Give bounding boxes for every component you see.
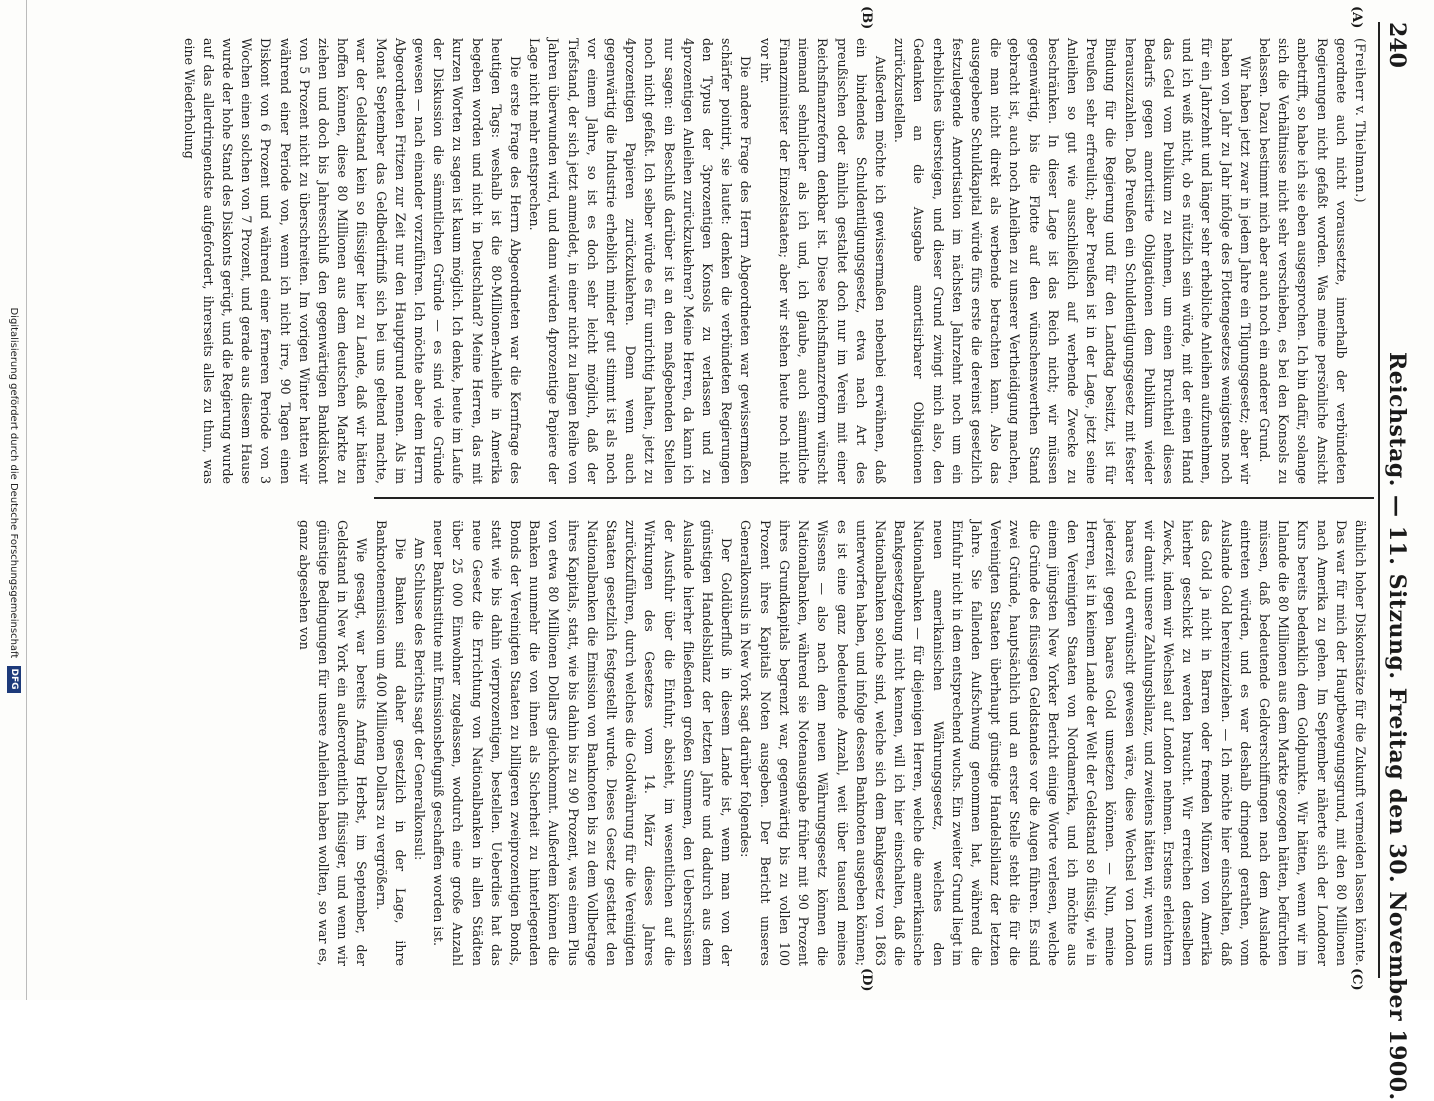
margin-mark-c: (C) — [1349, 968, 1364, 991]
margin-mark-d: (D) — [859, 968, 874, 992]
paragraph: Wie gesagt, war bereits Anfang Herbst, im September, der Geldstand in New York ein außerordentlich flüssiger, und wenn wir günstige Bedingungen für unsere Anleihen haben wollten, so war es, ganz abgesehen von — [296, 520, 370, 966]
speaker-label: (Freiherr v. Thielmann.) — [1353, 38, 1368, 203]
paragraph: Die andere Frage des Herrn Abgeordneten war gewissermaßen schärfer pointirt, sie lautet: denken die verbündeten Regierungen den Typus der 3prozentigen Konsols zu verlassen und zu 4prozentigen Anleihen zurückzukehren? Meine Herren, da kann ich nur sagen: ein Beschluß darüber ist an den maßgebenden Stellen noch nicht gefaßt. Ich selber würde es für unrichtig halten, jetzt zu 4prozentigen Papieren zurückzukehren. Denn wenn auch gegenwärtig die Industrie erheblich minder gut stimmt ist als noch vor einem Jahre, so ist es doch sehr leicht möglich, daß der Tiefstand, der sich jetzt anmeldet, in einer nicht zu langen Reihe von Jahren überwunden wird, und dann würden 4prozentige Papiere der Lage nicht mehr entsprechen. — [527, 38, 754, 484]
paragraph: Wir haben jetzt zwar in jedem Jahre ein Tilgungsgesetz; aber wir haben von Jahr zu Jahr infolge des Flottengesetzes wenigstens noch für ein Jahrzehnt und länger sehr erhebliche Anleihen aufzunehmen, und ich weiß nicht, ob es nützlich sein würde, mit der einen Hand das Geld vom Publikum zu nehmen, um einen Bruchtheil dieses Bedarfs gegen amortisirte Obligationen dem Publikum wieder herauszuzahlen. Daß Preußen ein Schuldentilgungsgesetz mit fester Bindung für die Regierung und für den Landtag besitzt, ist für Preußen sehr erfreulich; aber Preußen ist in der Lage, jetzt seine Anleihen so gut wie ausschließlich auf werbende Zwecke zu beschränken. In dieser Lage ist das Reich nicht; wir müssen gegenwärtig, bis die Flotte auf den wünschenswerthen Stand gebracht ist, auch noch Anleihen zu unserer Vertheidigung machen, die man nicht direkt als werbende betrachten kann. Also das ausgegebene Schuldkapital würde fürs erste die dereinst gesetzlich festzulegende Amortisation im nächsten Jahrzehnt noch um ein erhebliches übersteigen, und dieser Grund zwingt mich also, den Gedanken an die Ausgabe amortisirbarer Obligationen zurückzustellen. — [892, 38, 1253, 484]
page-number: 240 — [1384, 22, 1410, 68]
dfg-logo: DFG — [7, 666, 21, 693]
paragraph: geordnete auch nicht voraussetzte, innerhalb der verbündeten Regierungen nicht gefaßt worden. Was meine persönliche Ansicht anbetrifft, so habe ich sie eben ausgesprochen. Ich bin dafür, solange sich die Verhältnisse nicht sehr verschieben, es bei den Konsols zu belassen. Dazu bestimmt mich aber auch noch ein anderer Grund. — [1256, 38, 1349, 484]
paragraph: Der Goldüberfluß in diesem Lande ist, wenn man von der günstigen Handelsbilanz der letzten Jahre und dadurch aus dem Auslande hierher fließenden großen Summen, den Ueberschüssen der Ausfuhr über die Einfuhr, absieht, im wesentlichen auf die Wirkungen des Gesetzes vom 14. März dieses Jahres zurückzuführen, durch welches die Goldwährung für die Vereinigten Staaten gesetzlich festgestellt wurde. Dieses Gesetz gestattet den Nationalbanken die Emission von Banknoten bis zu dem Vollbetrage ihres Kapitals, statt, wie bis dahin bis zu 90 Prozent, was einem Plus von etwa 80 Millionen Dollars gleichkommt. Außerdem können die Banken nunmehr die von ihnen als Sicherheit zu hinterlegenden Bonds der Vereinigten Staaten zu billigeren zweiprozentigen Bonds, statt wie bis dahin vierprozentigen, bestellen. Ueberdies hat das neue Gesetz die Errichtung von Nationalbanken in allen Städten über 25 000 Einwohner zugelassen, wodurch eine große Anzahl neuer Bankinstitute mit Emissionsbefugniß geschaffen worden ist. — [431, 520, 735, 966]
paragraph: Außerdem möchte ich gewissermaßen nebenbei erwähnen, daß ein bindendes Schuldentilgungsgesetz, etwa nach Art des preußischen oder ähnlich gestaltet doch nur im Verein mit einer Reichsfinanzreform denkbar ist. Diese Reichsfinanzreform wünscht niemand sehnlicher als ich und, ich glaube, auch sämmtliche Finanzminister der Einzelstaaten; aber wir stehen heute noch nicht vor ihr. — [757, 38, 888, 484]
page-header — [1378, 22, 1416, 1101]
paragraph: Die Banken sind daher gesetzlich in der Lage, ihre Banknotenemission um 400 Millionen Dollars zu vergrößern. — [373, 520, 408, 966]
running-title: Reichstag. — 11. Sitzung. Freitag den 30. November 1900. — [1384, 352, 1410, 1101]
digitization-credit — [0, 0, 27, 1000]
column-divider — [374, 497, 1374, 499]
margin-mark-a: (A) — [1349, 6, 1364, 29]
right-text-column — [296, 520, 1370, 966]
margin-mark-b: (B) — [859, 6, 874, 30]
left-text-column — [181, 38, 1370, 484]
paragraph: Die erste Frage des Herrn Abgeordneten war die Kernfrage des heutigen Tags: weshalb ist die 80-Millionen-Anleihe in Amerika begeben worden und nicht in Deutschland? Meine Herren, das mit kurzen Worten zu sagen ist kaum möglich. Ich denke, heute im Laufe der Diskussion die sämmtlichen Gründe — es sind viele Gründe gewesen — nach einander vorzuführen. Ich möchte aber dem Herrn Abgeordneten Fritzen zur Zeit nur den Hauptgrund nennen. Als im Monat September das Geldbedürfniß sich bei uns geltend machte, war der Geldstand kein so flüssiger hier zu Lande, daß wir hätten hoffen können, diese 80 Millionen aus dem deutschen Markte zu ziehen und doch bis Jahresschluß den gegenwärtigen Bankdiskont von 5 Prozent nicht zu überschreiten. Im vorigen Winter hatten wir während einer Periode von, wenn ich nicht irre, 90 Tagen einen Diskont von 6 Prozent und während einer ferneren Periode von 3 Wochen einen solchen von 7 Prozent, und gerade aus diesem Hause wurde der hohe Stand des Diskonts gerügt, und die Regierung wurde auf das allerdringendste aufgefordert, ihrerseits alles zu thun, was eine Wiederholung — [181, 38, 524, 484]
credit-text: Digitalisierung gefördert durch die Deutsche Forschungsgemeinschaft — [8, 307, 19, 659]
paragraph: Am Schlusse des Berichts sagt der Generalkonsul: — [412, 538, 428, 861]
paragraph: ähnlich hoher Diskontsätze für die Zukunft vermeiden lassen könnte. Das war für mich der Hauptbewegungsgrund, mit den 80 Millionen nach Amerika zu gehen. Im September näherte sich der Londoner Kurs bereits bedenklich dem Goldpunkte. Wir hätten, wenn wir im Inlande die 80 Millionen aus dem Markte gezogen hätten, befürchten müssen, daß bedeutende Geldverschiffungen nach dem Auslande eintreten würden, und es war deshalb dringend gerathen, vom Auslande Gold hereinzuziehen. — Ich möchte hier einschalten, daß das Gold ja nicht in Barren oder fremden Münzen von Amerika hierher geschickt zu werden braucht. Wir erreichen denselben Zweck, indem wir Wechsel auf London nehmen. Erstens erleichtern wir damit unsere Zahlungsbilanz, und zweitens hätten wir, wenn uns baares Geld erwünscht gewesen wäre, diese Wechsel von London jederzeit gegen baares Gold umsetzen können. — Nun, meine Herren, ist in keinem Lande der Welt der Geldstand so flüssig, wie in den Vereinigten Staaten von Nordamerika, und ich möchte aus einem jüngsten New Yorker Bericht einige Worte verlesen, welche die Gründe des flüssigen Geldstandes vor die Augen führen. Es sind zwei Gründe, hauptsächlich und an erster Stelle steht die für die Vereinigten Staaten überhaupt günstige Handelsbilanz der letzten Jahre. Sie fallenden Aufschwung genommen hat, während die Einfuhr nicht in dem entsprechend wuchs. Ein zweiter Grund liegt im neuen amerikanischen Währungsgesetz, welches den Nationalbanken — für diejenigen Herren, welche die amerikanische Bankgesetzgebung nicht kennen, will ich hier einschalten, daß die Nationalbanken solche sind, welche sich dem Bankgesetz von 1863 unterworfen haben, und infolge dessen Banknoten ausgeben können; es ist eine ganz bedeutende Anzahl, weit über tausend meines Wissens — also nach dem neuen Währungsgesetz können die Nationalbanken, während sie Notenausgabe früher mit 90 Prozent ihres Grundkapitals begrenzt war, gegenwärtig bis zu vollen 100 Prozent ihres Kapitals Noten ausgeben. Der Bericht unseres Generalkonsuls in New York sagt darüber folgendes: — [738, 520, 1368, 966]
